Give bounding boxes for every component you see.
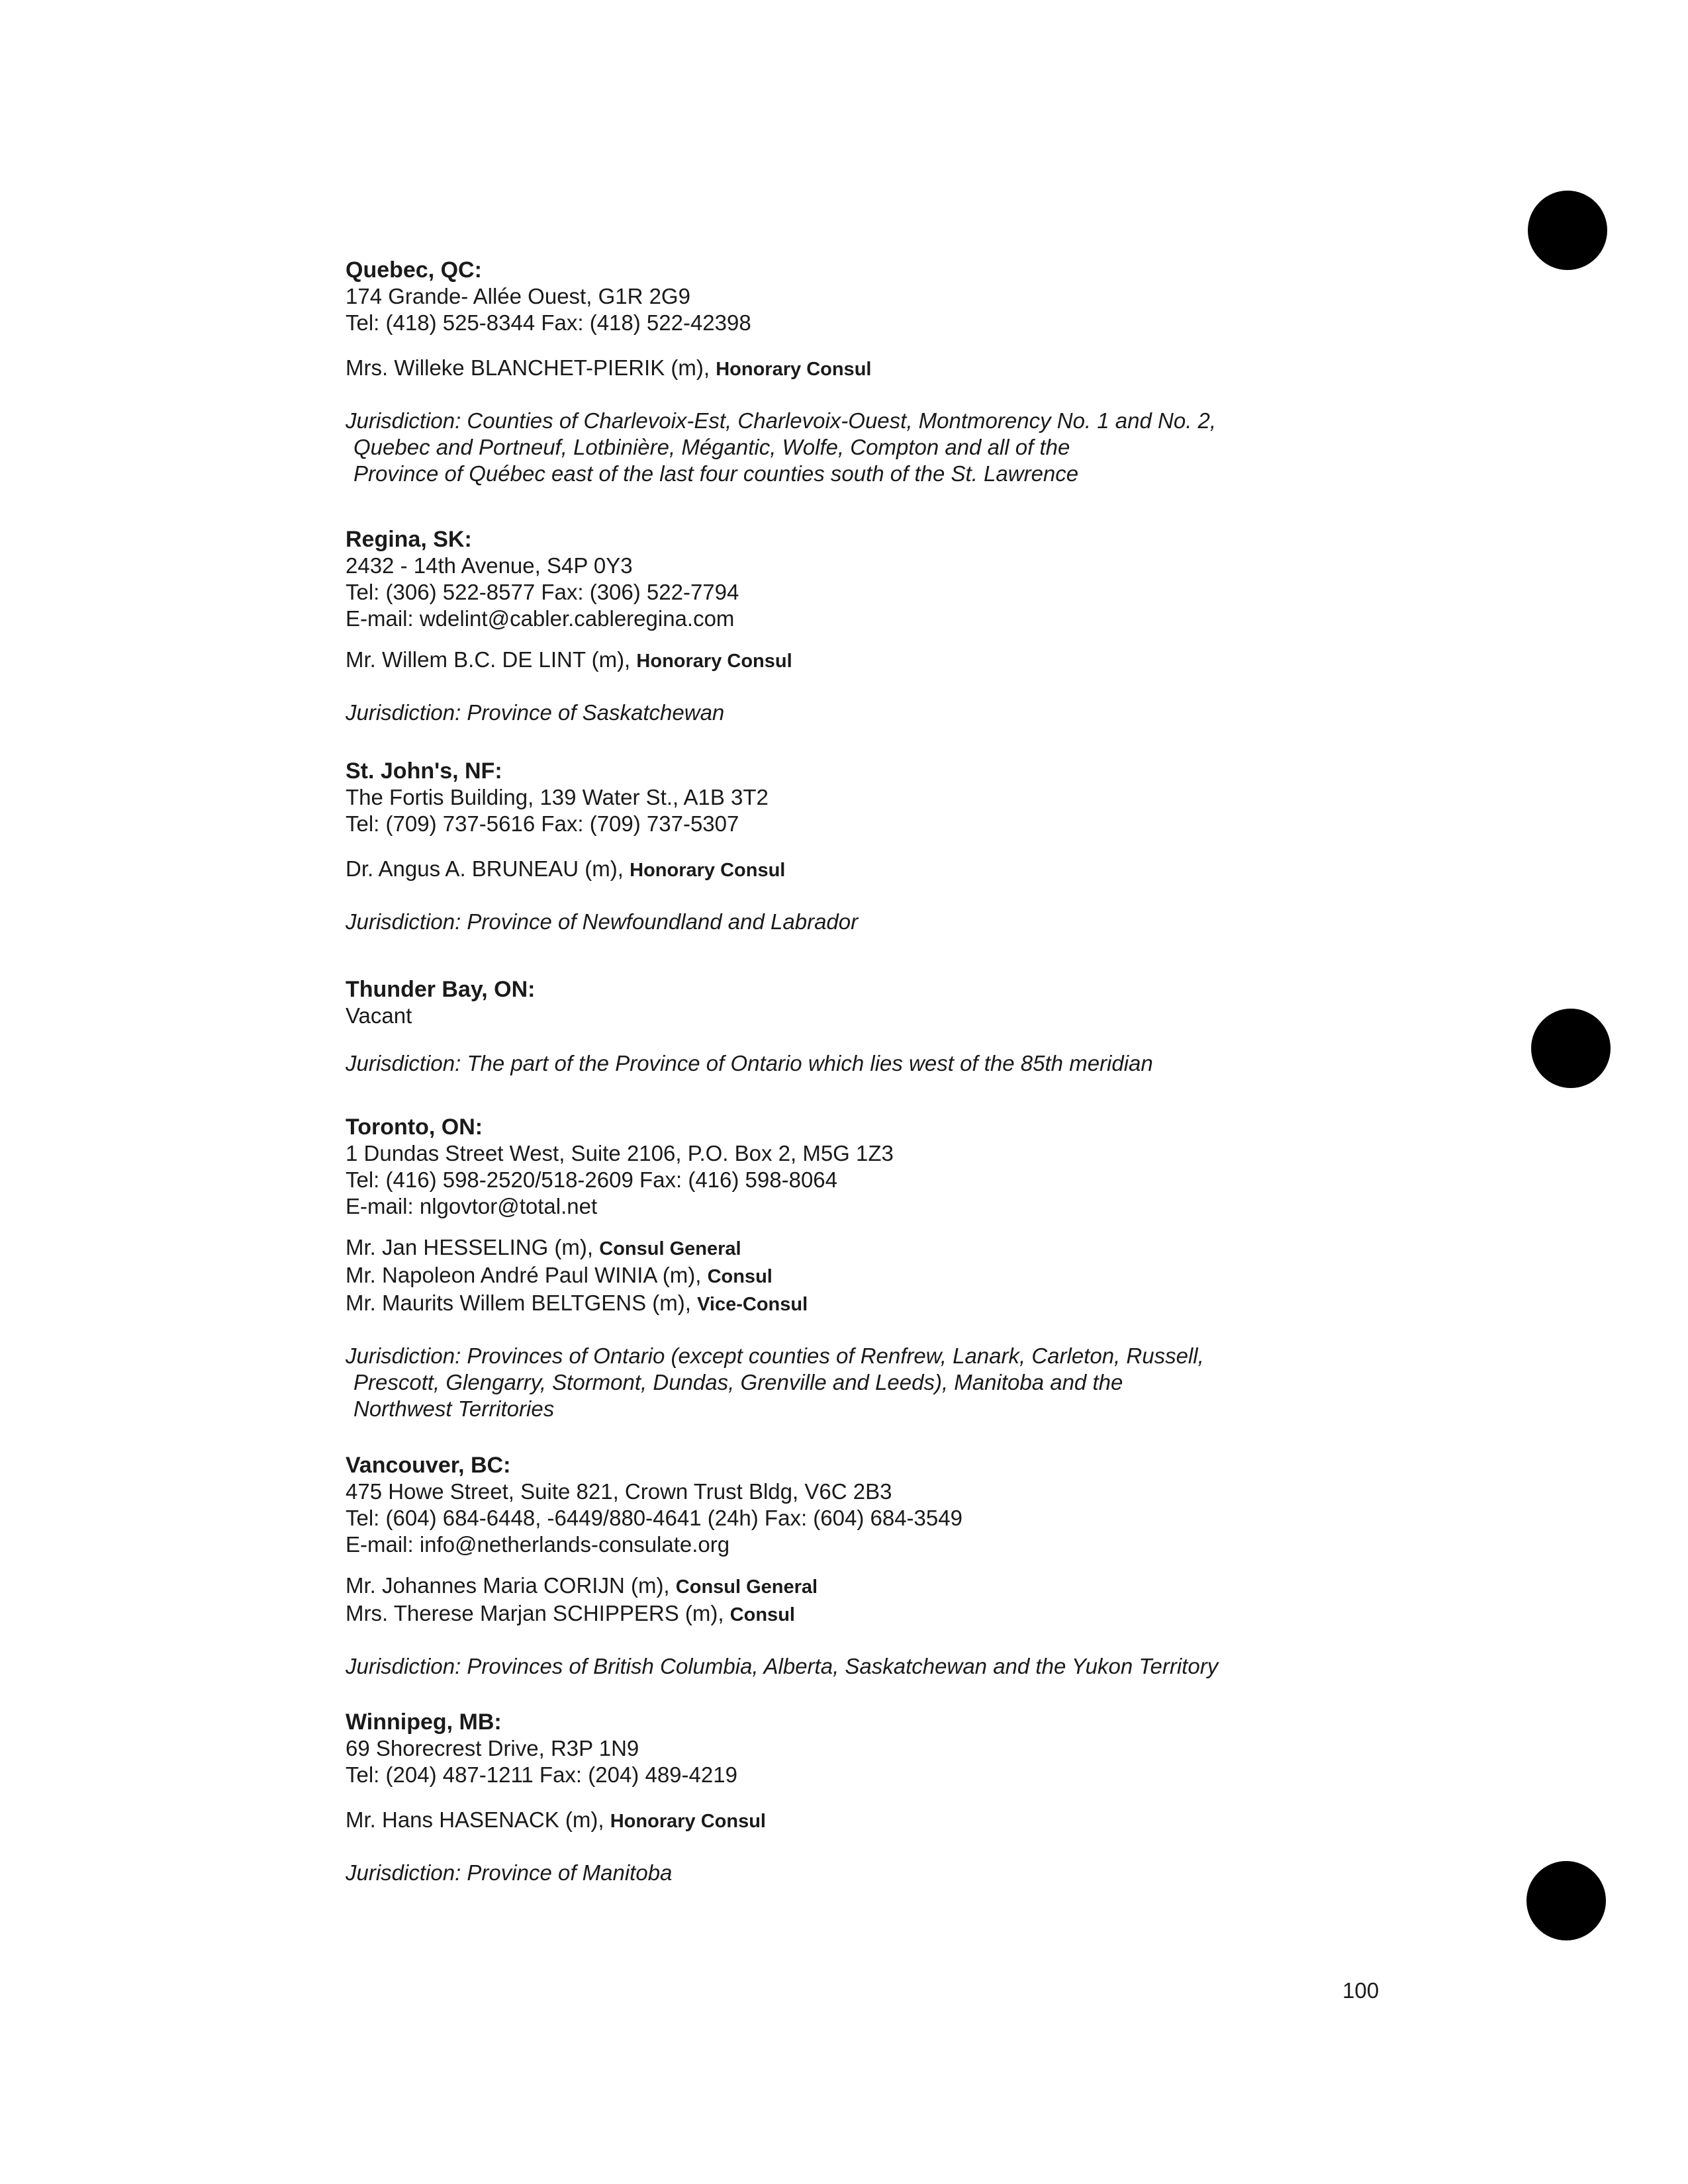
address-line: 475 Howe Street, Suite 821, Crown Trust Bldg, V6C 2B3 <box>346 1479 892 1504</box>
consulate-entry-regina <box>346 526 1338 726</box>
staff-role: Consul <box>707 1266 773 1287</box>
jurisdiction-line: Jurisdiction: The part of the Province of Ontario which lies west of the 85th meridian <box>346 1051 1153 1075</box>
phone-line: Tel: (416) 598-2520/518-2609 Fax: (416) 598-8064 <box>346 1167 837 1192</box>
phone-line: Tel: (306) 522-8577 Fax: (306) 522-7794 <box>346 580 739 604</box>
entry-heading: Quebec, QC: <box>346 257 482 283</box>
entry-heading: Toronto, ON: <box>346 1115 483 1140</box>
staff-line <box>346 1807 1338 1835</box>
staff-name: Mr. Hans HASENACK (m), <box>346 1807 604 1832</box>
phone-line: Tel: (418) 525-8344 Fax: (418) 522-42398 <box>346 310 751 335</box>
jurisdiction-line: Jurisdiction: Provinces of Ontario (except counties of Renfrew, Lanark, Carleton, Russell, <box>346 1343 1204 1368</box>
jurisdiction-line: Jurisdiction: Province of Newfoundland and Labrador <box>346 909 859 934</box>
staff-role: Vice-Consul <box>697 1294 808 1315</box>
binder-hole-middle <box>1531 1009 1611 1088</box>
staff-line <box>346 856 1338 884</box>
staff-role: Consul <box>729 1604 795 1625</box>
entry-heading: Winnipeg, MB: <box>346 1709 502 1735</box>
staff-name: Mr. Napoleon André Paul WINIA (m), <box>346 1263 702 1287</box>
email-line: E-mail: wdelint@cabler.cableregina.com <box>346 606 735 631</box>
consulate-entry-toronto <box>346 1114 1338 1422</box>
jurisdiction-line: Northwest Territories <box>353 1396 555 1421</box>
staff-line <box>346 355 1338 383</box>
jurisdiction-line: Quebec and Portneuf, Lotbinière, Mégantic, Wolfe, Compton and all of the <box>353 435 1070 459</box>
address-line: The Fortis Building, 139 Water St., A1B 3T2 <box>346 785 769 809</box>
staff-line <box>346 1600 1338 1628</box>
staff-name: Mr. Johannes Maria CORIJN (m), <box>346 1573 670 1598</box>
phone-line: Tel: (709) 737-5616 Fax: (709) 737-5307 <box>346 811 739 836</box>
jurisdiction-line: Province of Québec east of the last four counties south of the St. Lawrence <box>353 461 1079 486</box>
consulate-entry-thunder-bay <box>346 976 1338 1077</box>
consulate-entry-st-johns <box>346 758 1338 935</box>
binder-hole-top <box>1528 191 1607 270</box>
staff-name: Mrs. Willeke BLANCHET-PIERIK (m), <box>346 355 710 380</box>
address-line: 1 Dundas Street West, Suite 2106, P.O. Box 2, M5G 1Z3 <box>346 1141 894 1165</box>
staff-line <box>346 1262 1338 1290</box>
jurisdiction-line: Jurisdiction: Province of Manitoba <box>346 1860 673 1885</box>
entry-heading: St. John's, NF: <box>346 758 502 784</box>
status-line: Vacant <box>346 1003 412 1028</box>
consulate-entry-quebec <box>346 257 1338 487</box>
entry-heading: Regina, SK: <box>346 527 472 552</box>
phone-line: Tel: (204) 487-1211 Fax: (204) 489-4219 <box>346 1762 737 1787</box>
jurisdiction-line: Prescott, Glengarry, Stormont, Dundas, Grenville and Leeds), Manitoba and the <box>353 1370 1123 1394</box>
entry-heading: Vancouver, BC: <box>346 1453 511 1478</box>
page-number: 100 <box>1342 1978 1380 2003</box>
email-line: E-mail: nlgovtor@total.net <box>346 1194 598 1218</box>
email-line: E-mail: info@netherlands-consulate.org <box>346 1532 730 1557</box>
staff-name: Mrs. Therese Marjan SCHIPPERS (m), <box>346 1601 724 1625</box>
binder-hole-bottom <box>1526 1861 1606 1940</box>
staff-role: Honorary Consul <box>636 651 792 672</box>
staff-name: Mr. Jan HESSELING (m), <box>346 1235 594 1259</box>
staff-line <box>346 1290 1338 1318</box>
jurisdiction-line: Jurisdiction: Province of Saskatchewan <box>346 700 725 725</box>
jurisdiction-line: Jurisdiction: Provinces of British Columbia, Alberta, Saskatchewan and the Yukon Territory <box>346 1654 1219 1678</box>
address-line: 2432 - 14th Avenue, S4P 0Y3 <box>346 553 633 578</box>
address-line: 174 Grande- Allée Ouest, G1R 2G9 <box>346 284 690 308</box>
staff-name: Dr. Angus A. BRUNEAU (m), <box>346 856 624 881</box>
entry-heading: Thunder Bay, ON: <box>346 977 536 1002</box>
staff-role: Honorary Consul <box>630 860 786 881</box>
staff-role: Consul General <box>599 1238 741 1259</box>
staff-line <box>346 1234 1338 1262</box>
staff-role: Honorary Consul <box>716 359 872 380</box>
address-line: 69 Shorecrest Drive, R3P 1N9 <box>346 1736 639 1760</box>
staff-line <box>346 647 1338 674</box>
staff-role: Honorary Consul <box>610 1811 766 1832</box>
phone-line: Tel: (604) 684-6448, -6449/880-4641 (24h) Fax: (604) 684-3549 <box>346 1506 962 1530</box>
consulate-entry-vancouver <box>346 1452 1338 1680</box>
staff-line <box>346 1572 1338 1600</box>
consulate-entry-winnipeg <box>346 1709 1338 1886</box>
staff-name: Mr. Maurits Willem BELTGENS (m), <box>346 1291 691 1315</box>
jurisdiction-line: Jurisdiction: Counties of Charlevoix-Est, Charlevoix-Ouest, Montmorency No. 1 and No. 2, <box>346 408 1217 433</box>
staff-role: Consul General <box>675 1576 818 1598</box>
staff-name: Mr. Willem B.C. DE LINT (m), <box>346 647 631 672</box>
